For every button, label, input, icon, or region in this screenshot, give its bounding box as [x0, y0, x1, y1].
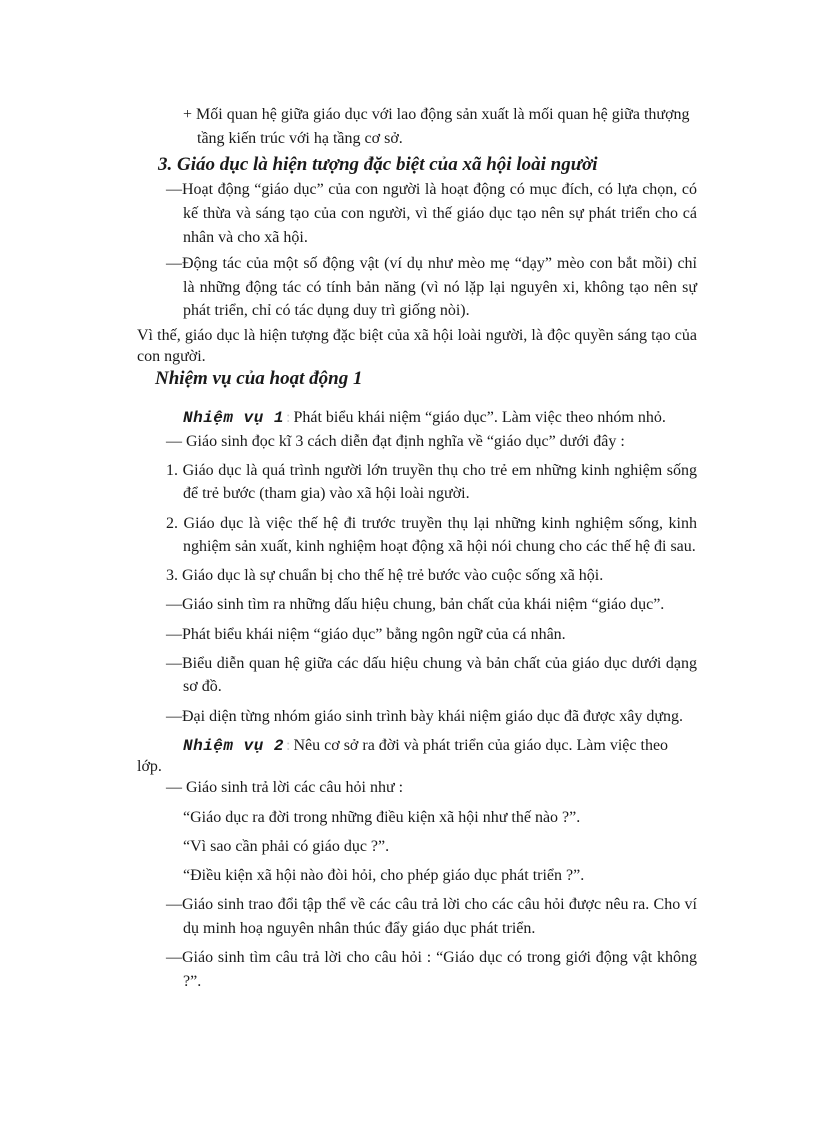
list-item: để trẻ bước (tham gia) vào xã hội loài người.: [183, 485, 470, 502]
task-label: Nhiệm vụ 2: [183, 737, 285, 755]
paragraph-line: lớp.: [137, 758, 162, 775]
task-text: Phát biểu khái niệm “giáo dục”. Làm việc theo nhóm nhỏ.: [293, 409, 666, 426]
paragraph-line: —Hoạt động “giáo dục” của con người là hoạt động có mục đích, có lựa chọn, có: [166, 181, 697, 198]
paragraph-line: — Giáo sinh đọc kĩ 3 cách diễn đạt định nghĩa về “giáo dục” dưới đây :: [166, 433, 625, 450]
task-text: Nêu cơ sở ra đời và phát triển của giáo dục. Làm việc theo: [293, 737, 669, 754]
dash-item: dụ minh hoạ nguyên nhân thúc đẩy giáo dục phát triển.: [183, 920, 536, 937]
paragraph-line: — Giáo sinh trả lời các câu hỏi như :: [166, 779, 404, 796]
question-item: “Giáo dục ra đời trong những điều kiện xã hội như thế nào ?”.: [183, 809, 581, 826]
question-item: “Vì sao cần phải có giáo dục ?”.: [183, 838, 390, 855]
list-item: 1. Giáo dục là quá trình người lớn truyền thụ cho trẻ em những kinh nghiệm sống: [166, 462, 697, 479]
dash-item: —Giáo sinh tìm ra những dấu hiệu chung, bản chất của khái niệm “giáo dục”.: [166, 596, 665, 613]
dash-item: —Giáo sinh trao đổi tập thể về các câu trả lời cho các câu hỏi được nêu ra. Cho ví: [166, 896, 697, 913]
paragraph-line: nhân và cho xã hội.: [183, 229, 308, 246]
paragraph-line: kế thừa và sáng tạo của con người, vì thế giáo dục tạo nên sự phát triển cho cá: [183, 205, 697, 222]
dash-item: sơ đồ.: [183, 678, 222, 695]
paragraph-line: con người.: [137, 348, 206, 365]
task-1-line: [183, 406, 666, 430]
task-separator: :: [286, 737, 291, 754]
paragraph-line: là những động tác có tính bản năng (vì nó lặp lại nguyên xi, không tạo nên sự: [183, 279, 697, 296]
paragraph-line: —Động tác của một số động vật (ví dụ như mèo mẹ “dạy” mèo con bắt mồi) chỉ: [166, 255, 697, 272]
question-item: “Điều kiện xã hội nào đòi hỏi, cho phép giáo dục phát triển ?”.: [183, 867, 585, 884]
bullet-text: tầng kiến trúc với hạ tầng cơ sở.: [197, 130, 403, 147]
dash-item: —Phát biểu khái niệm “giáo dục” bằng ngôn ngữ của cá nhân.: [166, 626, 566, 643]
list-item: 2. Giáo dục là việc thế hệ đi trước truyền thụ lại những kinh nghiệm sống, kinh: [166, 515, 697, 532]
dash-item: —Biểu diễn quan hệ giữa các dấu hiệu chung và bản chất của giáo dục dưới dạng: [166, 655, 697, 672]
paragraph-line: Vì thế, giáo dục là hiện tượng đặc biệt của xã hội loài người, là độc quyền sáng tạo của: [137, 327, 697, 344]
activity-heading: Nhiệm vụ của hoạt động 1: [155, 368, 363, 389]
section-heading: 3. Giáo dục là hiện tượng đặc biệt của xã hội loài người: [158, 154, 598, 175]
dash-item: —Giáo sinh tìm câu trả lời cho câu hỏi : “Giáo dục có trong giới động vật không: [166, 949, 697, 966]
list-item: 3. Giáo dục là sự chuẩn bị cho thế hệ trẻ bước vào cuộc sống xã hội.: [166, 567, 604, 584]
dash-item: —Đại diện từng nhóm giáo sinh trình bày khái niệm giáo dục đã được xây dựng.: [166, 708, 684, 725]
list-item: nghiệm sản xuất, kinh nghiệm hoạt động xã hội nói chung cho các thế hệ đi sau.: [183, 538, 696, 555]
paragraph-line: phát triển, chỉ có tác dụng duy trì giống nòi).: [183, 302, 470, 319]
task-separator: :: [286, 409, 291, 426]
bullet-text: + Mối quan hệ giữa giáo dục với lao động sản xuất là mối quan hệ giữa thượng: [183, 106, 690, 123]
task-2-line: [183, 734, 668, 758]
dash-item: ?”.: [183, 973, 202, 990]
task-label: Nhiệm vụ 1: [183, 409, 285, 427]
